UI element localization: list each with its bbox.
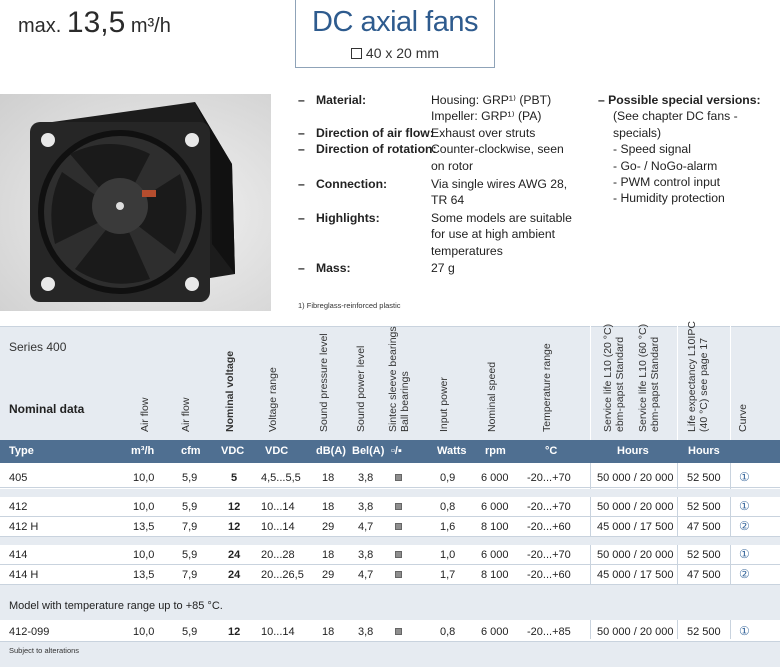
unit-bearing: ▫/▪ — [391, 445, 402, 457]
unit-bela: Bel(A) — [352, 445, 385, 457]
sleeve-bearing-icon — [395, 628, 402, 635]
row-gap — [0, 489, 780, 497]
unit-rpm: rpm — [485, 445, 506, 457]
col-header-curve: Curve — [737, 403, 749, 432]
unit-type: Type — [9, 445, 34, 457]
size-value: 40 x 20 mm — [365, 45, 440, 61]
footer-band — [0, 642, 780, 667]
square-icon — [351, 48, 362, 59]
table-row: 412 10,0 5,9 12 10...14 18 3,8 0,8 6 000 -20...+70 50 000 / 20 000 52 500 ① — [0, 497, 780, 517]
table-row: 412 H 13,5 7,9 12 10...14 29 4,7 1,6 8 100 -20...+60 45 000 / 17 500 47 500 ② — [0, 517, 780, 537]
unit-watts: Watts — [437, 445, 467, 457]
max-airflow-heading — [18, 6, 171, 40]
unit-celsius: °C — [545, 445, 558, 457]
special-title: – Possible special versions: — [598, 93, 761, 107]
table-row: 405 10,0 5,9 5 4,5...5,5 18 3,8 0,9 6 000 -20...+70 50 000 / 20 000 52 500 ① — [0, 468, 780, 488]
table-row: 414 10,0 5,9 24 20...28 18 3,8 1,0 6 000 -20...+70 50 000 / 20 000 52 500 ① — [0, 545, 780, 565]
curve-1-icon: ① — [739, 624, 750, 638]
special-versions — [598, 92, 780, 207]
unit-cfm: cfm — [181, 445, 201, 457]
table-row: 414 H 13,5 7,9 24 20...26,5 29 4,7 1,7 8 100 -20...+60 45 000 / 17 500 47 500 ② — [0, 565, 780, 585]
unit-hours: Hours — [617, 445, 649, 457]
fan-image — [0, 94, 271, 311]
sleeve-bearing-icon — [395, 551, 402, 558]
special-line: - Go- / NoGo-alarm — [613, 158, 718, 173]
sleeve-bearing-icon — [395, 503, 402, 510]
curve-1-icon: ① — [739, 499, 750, 513]
page-title: DC axial fans — [312, 6, 478, 38]
special-line: - PWM control input — [613, 175, 721, 190]
curve-1-icon: ① — [739, 547, 750, 561]
size-label — [296, 45, 494, 61]
sleeve-bearing-icon — [395, 474, 402, 481]
curve-1-icon: ① — [739, 470, 750, 484]
curve-2-icon: ② — [739, 519, 750, 533]
title-box — [295, 0, 495, 68]
special-line: (See chapter DC fans - specials) — [613, 109, 738, 140]
unit-vdc-range: VDC — [265, 445, 289, 457]
special-line: - Speed signal — [613, 142, 691, 157]
unit-dba: dB(A) — [316, 445, 346, 457]
table-row: 412-099 10,0 5,9 12 10...14 18 3,8 0,8 6 000 -20...+85 50 000 / 20 000 52 500 ① — [0, 622, 780, 642]
footnote: 1) Fibreglass-reinforced plastic — [298, 301, 401, 310]
special-line: - Humidity protection — [613, 191, 725, 206]
sleeve-bearing-icon — [395, 571, 402, 578]
subject-to-alterations: Subject to alterations — [9, 646, 80, 655]
max-unit: m³/h — [130, 15, 171, 37]
row-gap — [0, 537, 780, 545]
max-prefix: max. — [18, 15, 62, 37]
unit-hours-life: Hours — [688, 445, 720, 457]
fan-photo — [0, 94, 271, 311]
series-label: Series 400 — [9, 340, 67, 354]
sleeve-bearing-icon — [395, 523, 402, 530]
unit-m3h: m³/h — [131, 445, 155, 457]
nominal-data-label: Nominal data — [9, 402, 85, 416]
curve-2-icon: ② — [739, 567, 750, 581]
units-bar — [0, 440, 780, 463]
temperature-note: Model with temperature range up to +85 °C. — [9, 600, 223, 612]
max-value: 13,5 — [66, 6, 126, 39]
unit-vdc: VDC — [221, 445, 245, 457]
